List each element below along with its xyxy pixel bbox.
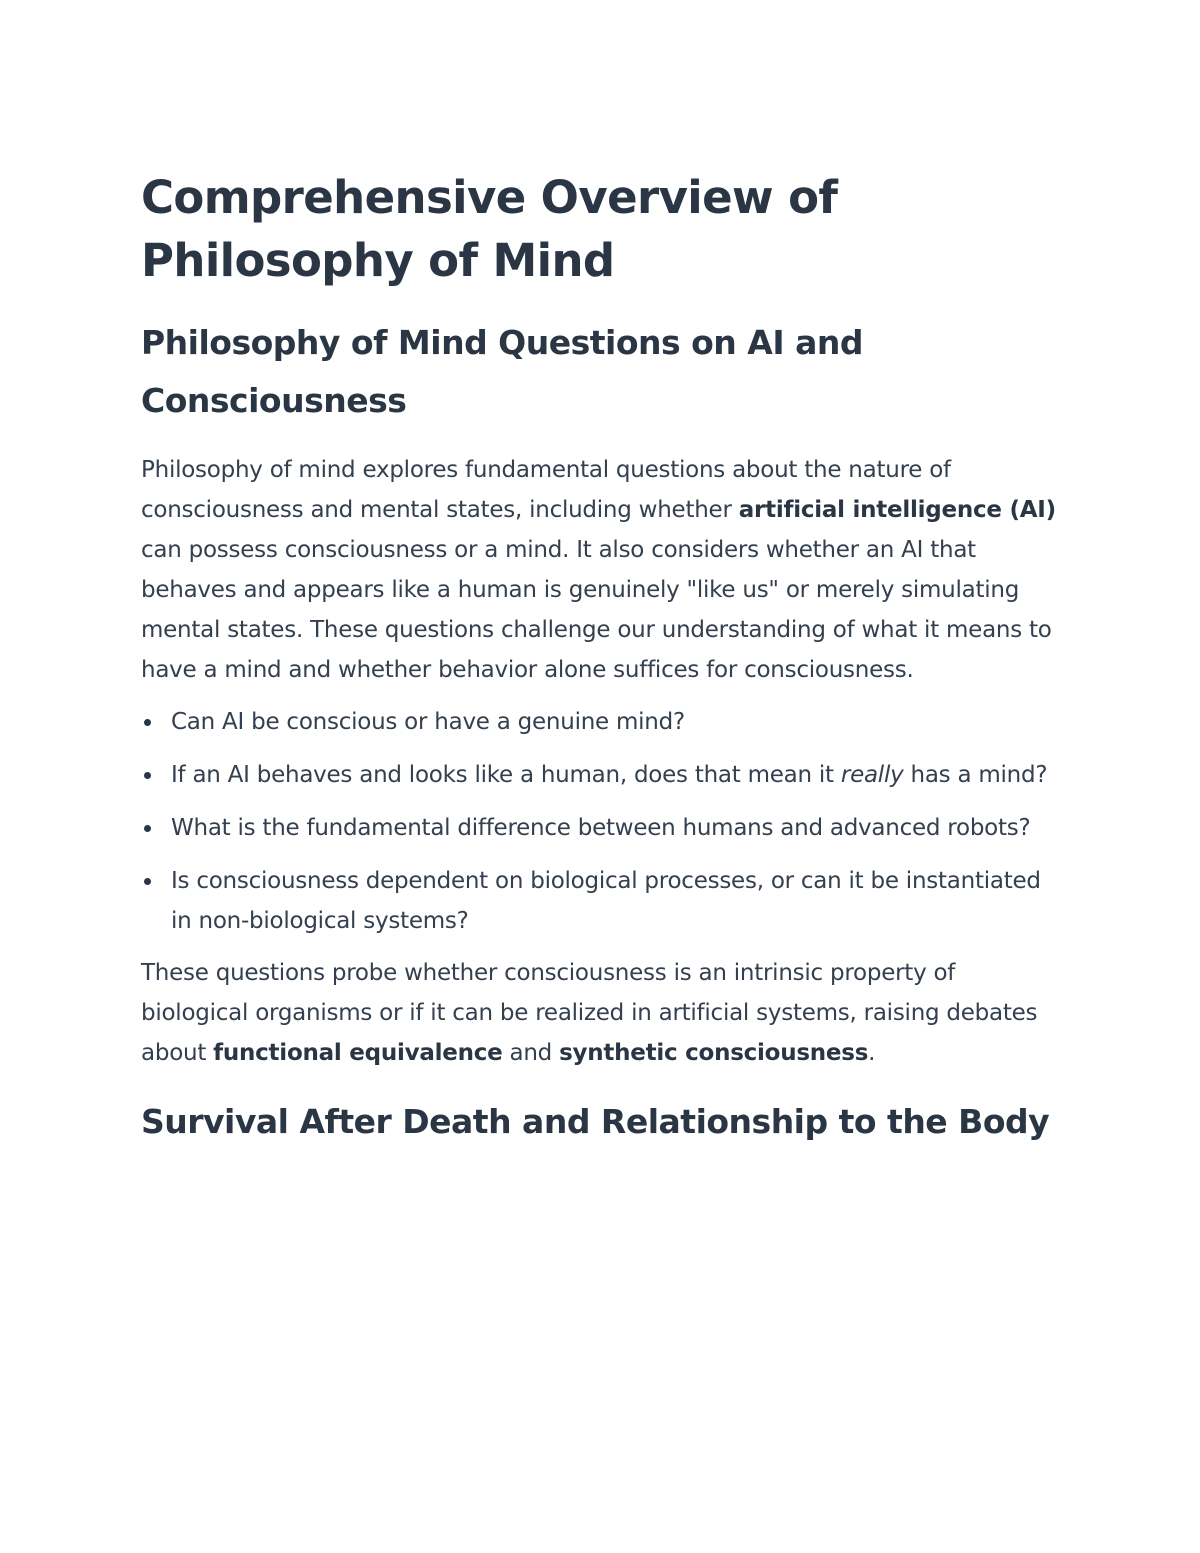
questions-list — [141, 702, 1059, 941]
page-title: Comprehensive Overview of Philosophy of Mind — [141, 171, 838, 287]
list-item-text-pre: If an AI behaves and looks like a human, does that mean it — [171, 762, 841, 788]
list-item-text: Can AI be conscious or have a genuine mind? — [171, 709, 685, 735]
bullet-icon — [144, 878, 151, 885]
bullet-icon — [144, 772, 151, 779]
outro-text-3: . — [868, 1040, 876, 1066]
bullet-icon — [144, 719, 151, 726]
bullet-icon — [144, 825, 151, 832]
document-page — [141, 166, 1059, 1151]
outro-paragraph — [141, 953, 1059, 1073]
list-item — [141, 755, 1059, 795]
list-item-text: Is consciousness dependent on biological processes, or can it be instantiated in non-biological systems? — [171, 868, 1041, 934]
list-item — [141, 861, 1059, 941]
list-item — [141, 808, 1059, 848]
list-item-emphasis: really — [840, 762, 904, 788]
outro-bold-synthetic-consciousness: synthetic consciousness — [559, 1040, 869, 1066]
section-heading-survival-after-death: Survival After Death and Relationship to the Body — [141, 1102, 1050, 1141]
intro-text-2: can possess consciousness or a mind. It also considers whether an AI that behaves and appears like a human is genuinely "like us" or merely simulating mental states. These questions challenge our understanding of what it means to have a mind and whether behavior alone suffices for consciousness. — [141, 537, 1052, 683]
section-heading-ai-consciousness: Philosophy of Mind Questions on AI and Consciousness — [141, 323, 863, 420]
list-item — [141, 702, 1059, 742]
intro-bold-ai: artificial intelligence (AI) — [738, 497, 1056, 523]
list-item-text-post: has a mind? — [903, 762, 1048, 788]
intro-text-1: Philosophy of mind explores fundamental questions about the nature of consciousness and mental states, including whether — [141, 457, 951, 523]
intro-paragraph — [141, 450, 1059, 690]
outro-text-2: and — [502, 1040, 560, 1066]
list-item-text: What is the fundamental difference between humans and advanced robots? — [171, 815, 1031, 841]
outro-bold-functional-equivalence: functional equivalence — [213, 1040, 503, 1066]
outro-text-1: These questions probe whether consciousness is an intrinsic property of biological organisms or if it can be realized in artificial systems, raising debates about — [141, 960, 1038, 1066]
